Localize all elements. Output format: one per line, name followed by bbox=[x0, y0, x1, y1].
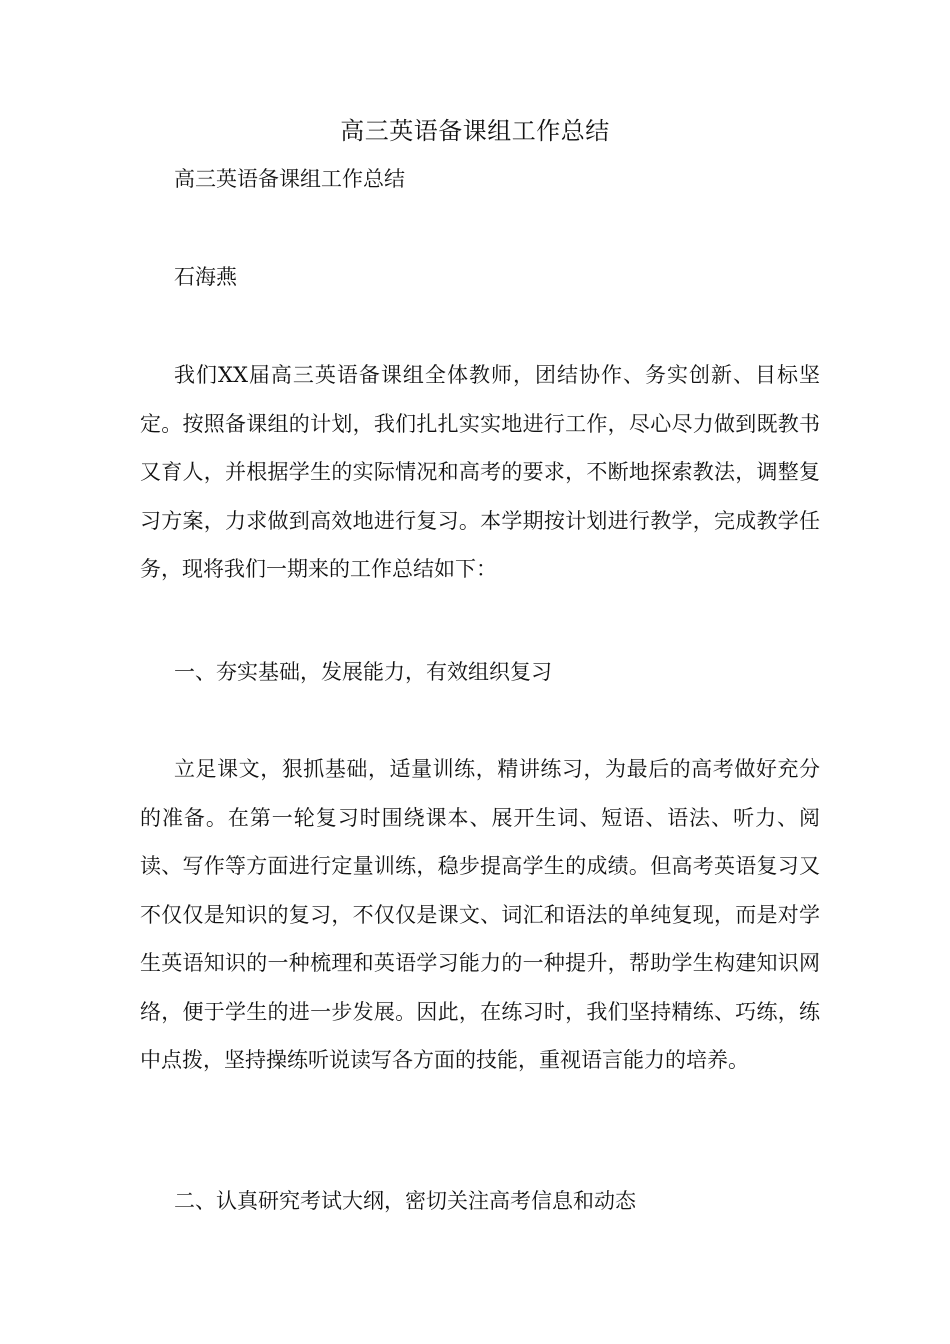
document-title: 高三英语备课组工作总结 bbox=[340, 117, 610, 145]
section-heading-2: 二、认真研究考试大纲，密切关注高考信息和动态 bbox=[174, 1189, 636, 1213]
section-heading-1: 一、夯实基础，发展能力，有效组织复习 bbox=[174, 660, 552, 684]
section-1-paragraph: 立足课文，狠抓基础，适量训练，精讲练习，为最后的高考做好充分的准备。在第一轮复习时围绕课本、展开生词、短语、语法、听力、阅读、写作等方面进行定量训练，稳步提高学生的成绩。但高考英语复习又不仅仅是知识的复习，不仅仅是课文、词汇和语法的单纯复现，而是对学生英语知识的一种梳理和英语学习能力的一种提升，帮助学生构建知识网络，便于学生的进一步发展。因此，在练习时，我们坚持精练、巧练，练中点拨，坚持操练听说读写各方面的技能，重视语言能力的培养。 bbox=[140, 757, 820, 1072]
intro-paragraph: 我们XX届高三英语备课组全体教师，团结协作、务实创新、目标坚定。按照备课组的计划，我们扎扎实实地进行工作，尽心尽力做到既教书又育人，并根据学生的实际情况和高考的要求，不断地探索教法，调整复习方案，力求做到高效地进行复习。本学期按计划进行教学，完成教学任务，现将我们一期来的工作总结如下： bbox=[140, 363, 820, 581]
author-name: 石海燕 bbox=[174, 265, 237, 289]
document-subtitle: 高三英语备课组工作总结 bbox=[174, 167, 405, 191]
